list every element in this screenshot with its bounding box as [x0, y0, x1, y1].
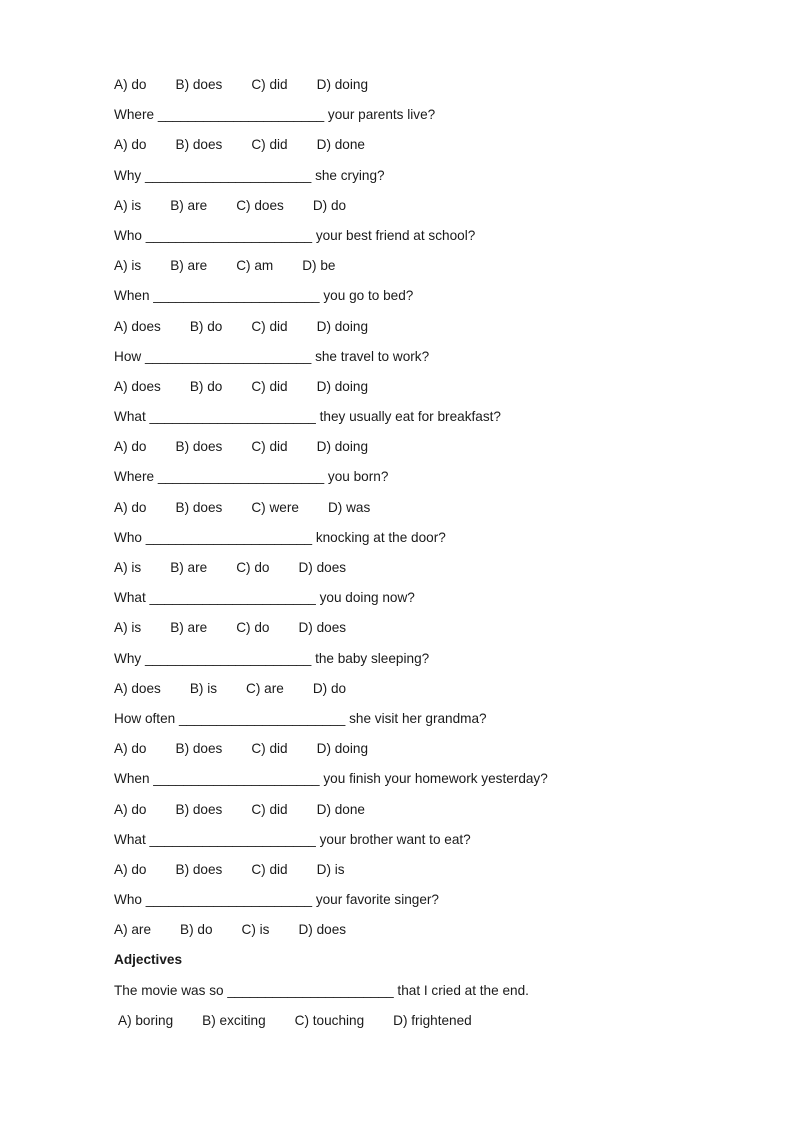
answer-option: A) does — [114, 318, 161, 334]
answer-options — [114, 495, 734, 525]
answer-option: C) did — [251, 378, 288, 394]
answer-options — [114, 193, 734, 223]
answer-option: D) does — [298, 560, 347, 575]
answer-options — [114, 374, 734, 404]
question-text: Why ______________________ she crying? — [114, 167, 385, 183]
answer-option: B) do — [180, 922, 213, 938]
answer-option: B) are — [170, 560, 208, 575]
answer-option: D) do — [312, 680, 347, 696]
answer-option: A) do — [114, 137, 147, 153]
answer-option: A) do — [114, 499, 147, 515]
answer-option: B) does — [175, 439, 223, 455]
answer-option: A) is — [114, 197, 142, 213]
answer-option: C) did — [251, 439, 288, 455]
answer-option: C) touching — [294, 1012, 365, 1028]
answer-option: A) do — [114, 861, 147, 877]
answer-option: B) are — [170, 620, 208, 636]
answer-option: A) do — [114, 741, 147, 757]
answer-option: A) do — [114, 801, 147, 817]
answer-option: B) do — [189, 318, 223, 334]
question-text: Where ______________________ you born? — [114, 469, 389, 485]
answer-option: C) did — [251, 77, 288, 92]
question-text: How ______________________ she travel to work? — [114, 348, 430, 364]
answer-option: A) do — [114, 77, 147, 92]
answer-option: C) do — [236, 560, 270, 575]
answer-option: B) does — [175, 741, 223, 757]
answer-option: D) was — [327, 499, 371, 515]
answer-option: A) is — [114, 620, 142, 636]
answer-option: C) did — [251, 318, 288, 334]
answer-options — [114, 736, 734, 766]
answer-option: B) does — [175, 801, 223, 817]
question-text: Who ______________________ your favorite singer? — [114, 892, 439, 908]
answer-option: C) is — [241, 922, 270, 938]
answer-option: A) do — [114, 439, 147, 455]
answer-option: D) done — [316, 801, 365, 817]
answer-option: A) are — [114, 922, 152, 938]
answer-option: B) does — [175, 137, 223, 153]
answer-option: D) doing — [316, 318, 369, 334]
question-text: What ______________________ your brother want to eat? — [114, 831, 471, 847]
answer-options — [114, 857, 734, 887]
answer-option: B) are — [170, 258, 208, 274]
answer-option: D) frightened — [393, 1012, 472, 1028]
answer-option: A) is — [114, 258, 142, 274]
answer-option: C) did — [251, 137, 288, 153]
question-text: Why ______________________ the baby sleeping? — [114, 650, 430, 666]
answer-option: D) done — [316, 137, 365, 153]
answer-option: C) does — [236, 197, 284, 213]
answer-option: A) does — [114, 378, 161, 394]
question-text: Who ______________________ knocking at the door? — [114, 529, 446, 545]
answer-option: D) be — [302, 258, 336, 274]
answer-option: D) does — [298, 922, 347, 938]
answer-options — [114, 797, 734, 827]
answer-option: B) does — [175, 861, 223, 877]
answer-options — [114, 72, 734, 102]
answer-option: C) did — [251, 741, 288, 757]
answer-option: C) do — [236, 620, 270, 636]
question-text: What ______________________ they usually eat for breakfast? — [114, 409, 501, 425]
answer-option: B) does — [175, 77, 223, 92]
answer-option: D) doing — [316, 439, 369, 455]
answer-option: B) is — [189, 680, 218, 696]
answer-options — [114, 555, 734, 585]
question-text: Who ______________________ your best friend at school? — [114, 227, 476, 243]
answer-option: B) do — [189, 378, 223, 394]
answer-option: B) does — [175, 499, 223, 515]
question-text: When ______________________ you finish your homework yesterday? — [114, 771, 548, 787]
answer-option: C) am — [236, 258, 274, 274]
answer-option: D) do — [312, 197, 347, 213]
answer-option: D) does — [298, 620, 347, 636]
answer-option: C) were — [251, 499, 299, 515]
answer-option: B) are — [170, 197, 208, 213]
answer-option: C) are — [246, 680, 284, 696]
answer-option: B) exciting — [202, 1012, 266, 1028]
question-text: What ______________________ you doing now? — [114, 590, 415, 606]
answer-options — [114, 132, 734, 162]
answer-options — [114, 314, 734, 344]
answer-options — [114, 434, 734, 464]
answer-option: D) is — [316, 861, 345, 877]
answer-option: C) did — [251, 801, 288, 817]
answer-option: D) doing — [316, 741, 369, 757]
answer-options — [114, 615, 734, 645]
question-text: How often ______________________ she visit her grandma? — [114, 710, 487, 726]
question-text: Where ______________________ your parents live? — [114, 107, 436, 123]
answer-option: A) does — [114, 680, 161, 696]
answer-options — [114, 917, 734, 947]
answer-option: D) doing — [316, 77, 369, 92]
answer-option: A) is — [114, 560, 142, 575]
worksheet-page — [114, 72, 734, 1038]
answer-options — [114, 253, 734, 283]
answer-option: D) doing — [316, 378, 369, 394]
question-text: When ______________________ you go to bed? — [114, 288, 414, 304]
answer-option: A) boring — [118, 1012, 174, 1028]
question-text: The movie was so ______________________ that I cried at the end. — [114, 982, 529, 998]
answer-option: C) did — [251, 861, 288, 877]
answer-options — [114, 676, 734, 706]
answer-options — [114, 1008, 734, 1038]
section-heading: Adjectives — [114, 952, 183, 968]
